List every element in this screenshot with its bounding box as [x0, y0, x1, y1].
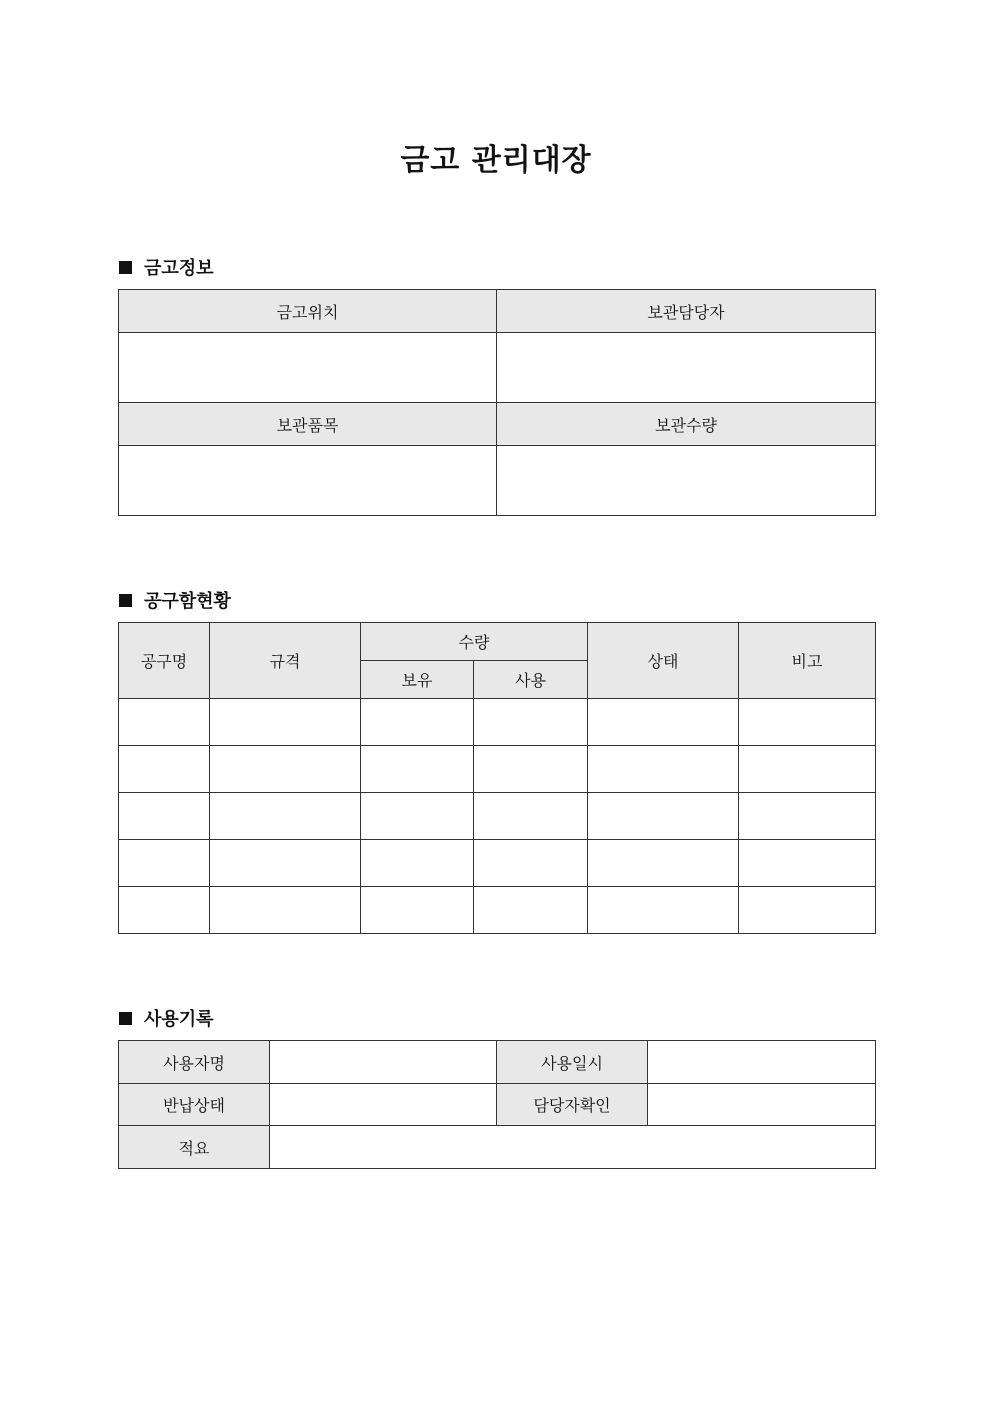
- table-row: [119, 699, 876, 746]
- cell-tool-name[interactable]: [119, 887, 210, 934]
- cell-spec[interactable]: [210, 746, 361, 793]
- table-row: [119, 746, 876, 793]
- cell-remarks[interactable]: [739, 699, 876, 746]
- section-heading-usage-record: [119, 1005, 214, 1031]
- cell-condition[interactable]: [588, 746, 739, 793]
- label-remarks: 적요: [119, 1126, 270, 1169]
- field-stored-quantity[interactable]: [497, 446, 876, 516]
- header-used: 사용: [474, 661, 588, 699]
- cell-tool-name[interactable]: [119, 699, 210, 746]
- section-title: 공구함현황: [144, 591, 231, 612]
- toolbox-status-table: [118, 622, 876, 934]
- label-manager-confirm: 담당자확인: [497, 1084, 648, 1126]
- section-heading-toolbox-status: [119, 587, 231, 613]
- black-square-icon: [119, 594, 132, 607]
- cell-tool-name[interactable]: [119, 746, 210, 793]
- cell-tool-name[interactable]: [119, 793, 210, 840]
- cell-tool-name[interactable]: [119, 840, 210, 887]
- cell-remarks[interactable]: [739, 840, 876, 887]
- cell-remarks[interactable]: [739, 793, 876, 840]
- cell-condition[interactable]: [588, 793, 739, 840]
- cell-condition[interactable]: [588, 699, 739, 746]
- field-user-name[interactable]: [270, 1041, 497, 1084]
- header-owned: 보유: [361, 661, 474, 699]
- label-stored-quantity: 보관수량: [497, 403, 876, 446]
- safe-info-table: [118, 289, 876, 516]
- header-remarks: 비고: [739, 623, 876, 699]
- header-quantity: 수량: [361, 623, 588, 661]
- cell-spec[interactable]: [210, 887, 361, 934]
- header-spec: 규격: [210, 623, 361, 699]
- cell-condition[interactable]: [588, 887, 739, 934]
- cell-owned[interactable]: [361, 840, 474, 887]
- black-square-icon: [119, 261, 132, 274]
- field-manager-confirm[interactable]: [648, 1084, 876, 1126]
- cell-condition[interactable]: [588, 840, 739, 887]
- cell-owned[interactable]: [361, 746, 474, 793]
- cell-used[interactable]: [474, 887, 588, 934]
- table-row: [119, 793, 876, 840]
- cell-spec[interactable]: [210, 793, 361, 840]
- cell-owned[interactable]: [361, 793, 474, 840]
- cell-spec[interactable]: [210, 699, 361, 746]
- cell-remarks[interactable]: [739, 746, 876, 793]
- cell-used[interactable]: [474, 840, 588, 887]
- cell-remarks[interactable]: [739, 887, 876, 934]
- label-keeper: 보관담당자: [497, 290, 876, 333]
- table-row: [119, 887, 876, 934]
- field-stored-items[interactable]: [119, 446, 497, 516]
- label-usage-datetime: 사용일시: [497, 1041, 648, 1084]
- header-tool-name: 공구명: [119, 623, 210, 699]
- cell-used[interactable]: [474, 793, 588, 840]
- label-safe-location: 금고위치: [119, 290, 497, 333]
- section-heading-safe-info: [119, 254, 214, 280]
- section-title: 금고정보: [144, 258, 214, 279]
- field-remarks[interactable]: [270, 1126, 876, 1169]
- field-usage-datetime[interactable]: [648, 1041, 876, 1084]
- document-title: 금고 관리대장: [400, 143, 592, 178]
- field-keeper[interactable]: [497, 333, 876, 403]
- usage-record-table: [118, 1040, 876, 1169]
- black-square-icon: [119, 1012, 132, 1025]
- table-row: [119, 840, 876, 887]
- cell-used[interactable]: [474, 746, 588, 793]
- field-return-status[interactable]: [270, 1084, 497, 1126]
- cell-spec[interactable]: [210, 840, 361, 887]
- section-title: 사용기록: [144, 1009, 214, 1030]
- field-safe-location[interactable]: [119, 333, 497, 403]
- label-user-name: 사용자명: [119, 1041, 270, 1084]
- cell-owned[interactable]: [361, 887, 474, 934]
- label-return-status: 반납상태: [119, 1084, 270, 1126]
- cell-owned[interactable]: [361, 699, 474, 746]
- label-stored-items: 보관품목: [119, 403, 497, 446]
- cell-used[interactable]: [474, 699, 588, 746]
- header-condition: 상태: [588, 623, 739, 699]
